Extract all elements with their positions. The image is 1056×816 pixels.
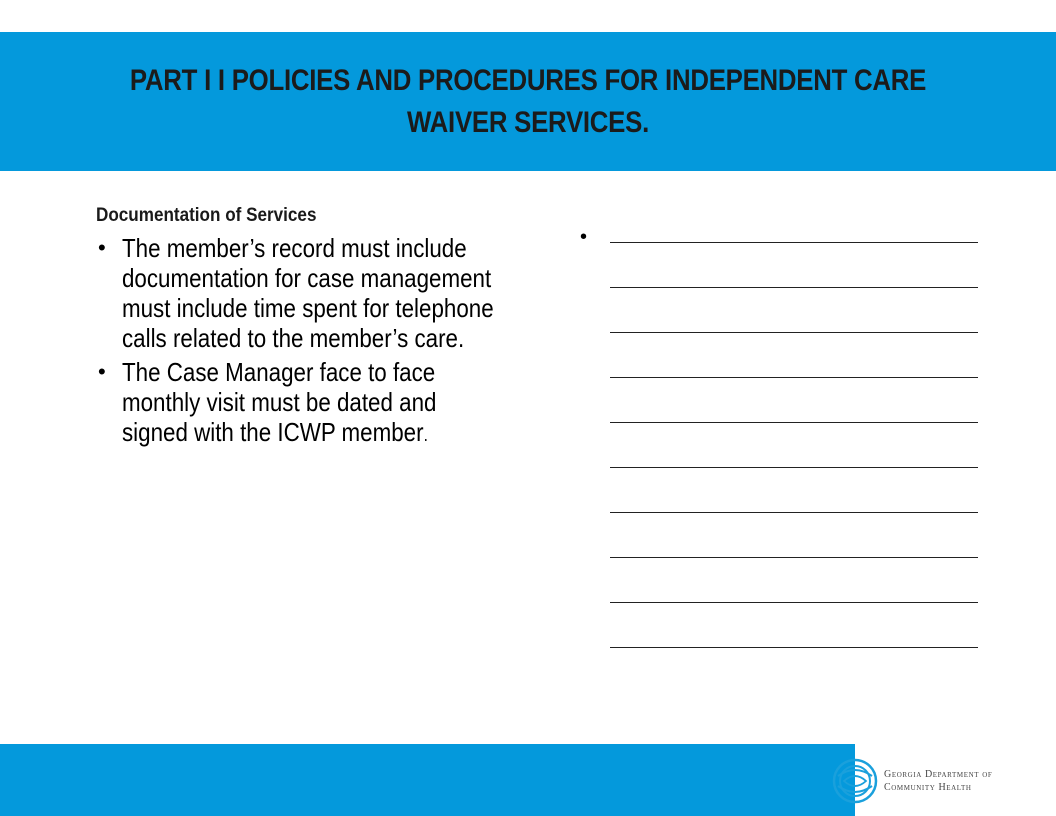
organization-logo [832,758,1032,804]
list-item [96,233,506,353]
notes-line [610,332,978,333]
logo-wordmark [884,768,992,794]
bullet-icon: • [98,359,106,384]
notes-line [610,647,978,648]
notes-line [610,512,978,513]
notes-line [610,422,978,423]
bullet-text: The member’s record must include documentation for case management must include time spent for telephone calls related to the member’s care. [122,233,494,353]
bullet-list [96,233,506,450]
content-column [96,205,506,454]
bullet-trailing-period: . [423,425,428,445]
notes-line [610,467,978,468]
notes-line [610,242,978,243]
globe-logo-icon [832,758,878,804]
notes-line [610,287,978,288]
slide-title: PART I I POLICIES AND PROCEDURES FOR INDEPENDENT CARE WAIVER SERVICES. [129,63,927,139]
section-subheading: Documentation of Services [96,205,317,226]
footer-band [0,744,855,816]
bullet-icon: • [98,235,106,260]
list-item [96,357,506,450]
logo-line-1: Georgia Department of [884,769,993,780]
title-band [0,32,1056,171]
logo-line-2: Community Health [884,782,972,793]
notes-line [610,557,978,558]
notes-line [610,602,978,603]
notes-line [610,377,978,378]
bullet-icon: • [580,226,588,248]
bullet-text: The Case Manager face to face monthly visit must be dated and signed with the ICWP member. [122,357,437,447]
